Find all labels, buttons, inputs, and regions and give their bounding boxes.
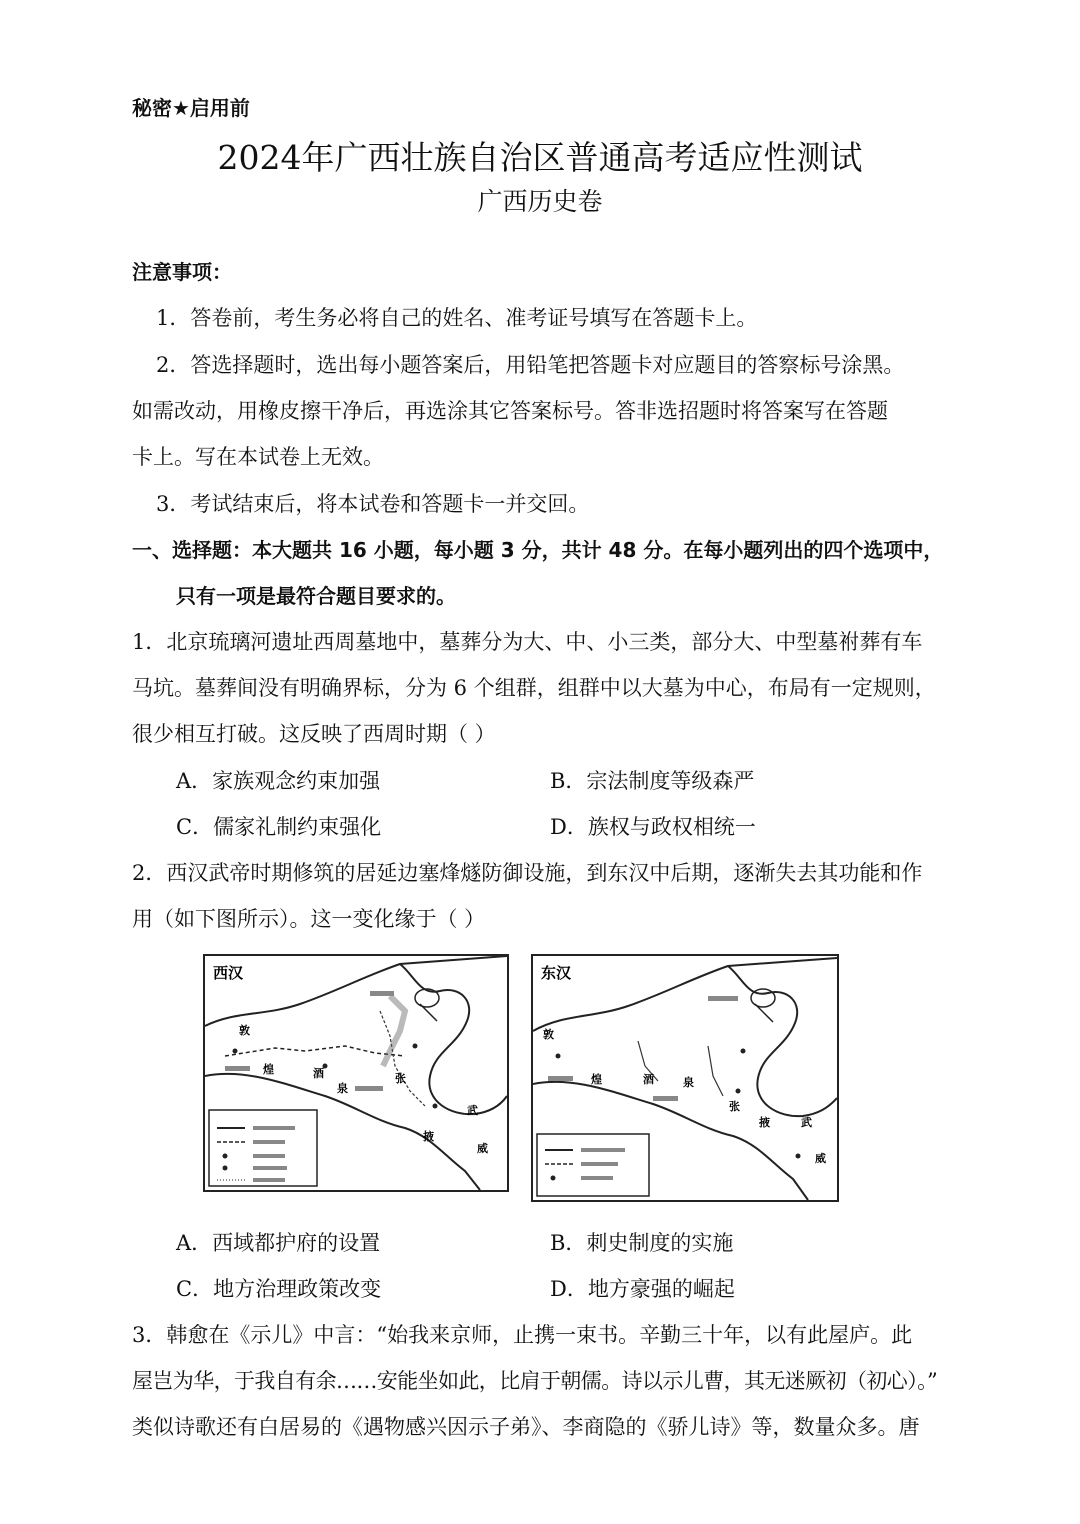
e-place-huang: 煌 [591,1073,602,1086]
q3-line-1: 3．韩愈在《示儿》中言：“始我来京师，止携一束书。辛勤三十年，以有此屋庐。此 [132,1323,913,1347]
q1-line-1: 1．北京琉璃河遗址西周墓地中，墓葬分为大、中、小三类，部分大、中型墓祔葬有车 [132,630,923,654]
q2-option-c[interactable]: C．地方治理政策改变 [176,1277,382,1301]
w-place-huang: 煌 [263,1063,274,1076]
section-heading: 一、选择题：本大题共 16 小题，每小题 3 分，共计 48 分。在每小题列出的四个选项中， [132,538,944,562]
w-place-dun: 敦 [239,1024,250,1037]
q1-line-3: 很少相互打破。这反映了西周时期（ ） [132,722,496,746]
notice-item-3: 3．考试结束后，将本试卷和答题卡一并交回。 [156,492,590,516]
notice-item-2-cont: 如需改动，用橡皮擦干净后，再选涂其它答案标号。答非选招题时将答案写在答题 [132,399,888,423]
notice-item-2-cont2: 卡上。写在本试卷上无效。 [132,445,384,469]
e-place-quan: 泉 [683,1076,694,1089]
notice-heading: 注意事项： [132,260,232,284]
section-heading-cont: 只有一项是最符合题目要求的。 [176,584,456,608]
q3-line-2: 屋岂为华，于我自有余……安能坐如此，比肩于朝儒。诗以示儿曹，其无迷厥初（初心）。” [132,1369,938,1393]
e-place-wu: 武 [801,1116,812,1129]
q2-option-a[interactable]: A．西域都护府的设置 [176,1231,381,1255]
w-place-ye: 掖 [423,1130,434,1143]
q1-option-d[interactable]: D．族权与政权相统一 [550,815,756,839]
w-place-wu: 武 [467,1104,478,1117]
q2-line-1: 2．西汉武帝时期修筑的居延边塞烽燧防御设施，到东汉中后期，逐渐失去其功能和作 [132,861,923,885]
exam-subtitle: 广西历史卷 [477,187,603,216]
e-place-dun: 敦 [543,1028,554,1041]
q1-option-b[interactable]: B．宗法制度等级森严 [550,769,755,793]
e-place-zhang: 张 [729,1100,740,1113]
map-label-western-han: 西汉 [213,964,244,982]
exam-title: 2024年广西壮族自治区普通高考适应性测试 [217,138,863,177]
q1-option-a[interactable]: A．家族观念约束加强 [176,769,381,793]
secret-label: 秘密★启用前 [132,96,250,120]
q3-line-3: 类似诗歌还有白居易的《遇物感兴因示子弟》、李商隐的《骄儿诗》等，数量众多。唐 [132,1415,920,1439]
e-place-jiu: 酒 [643,1073,654,1086]
notice-item-2: 2．答选择题时，选出每小题答案后，用铅笔把答题卡对应题目的答察标号涂黑。 [156,353,905,377]
map-label-eastern-han: 东汉 [541,964,572,982]
w-place-jiu: 酒 [313,1067,324,1080]
q2-line-2: 用（如下图所示）。这一变化缘于（ ） [132,907,486,931]
map-western-han [203,954,509,1192]
q2-option-b[interactable]: B．刺史制度的实施 [550,1231,734,1255]
w-place-quan: 泉 [337,1082,348,1095]
map-eastern-han [531,954,839,1202]
q2-option-d[interactable]: D．地方豪强的崛起 [550,1277,735,1301]
w-place-zhang: 张 [395,1072,406,1085]
q1-option-c[interactable]: C．儒家礼制约束强化 [176,815,382,839]
e-place-ye: 掖 [759,1116,770,1129]
notice-item-1: 1．答卷前，考生务必将自己的姓名、准考证号填写在答题卡上。 [156,306,758,330]
w-place-wei: 威 [477,1142,488,1155]
q1-line-2: 马坑。墓葬间没有明确界标，分为 6 个组群，组群中以大墓为中心，布局有一定规则， [132,676,936,700]
e-place-wei: 威 [815,1152,826,1165]
